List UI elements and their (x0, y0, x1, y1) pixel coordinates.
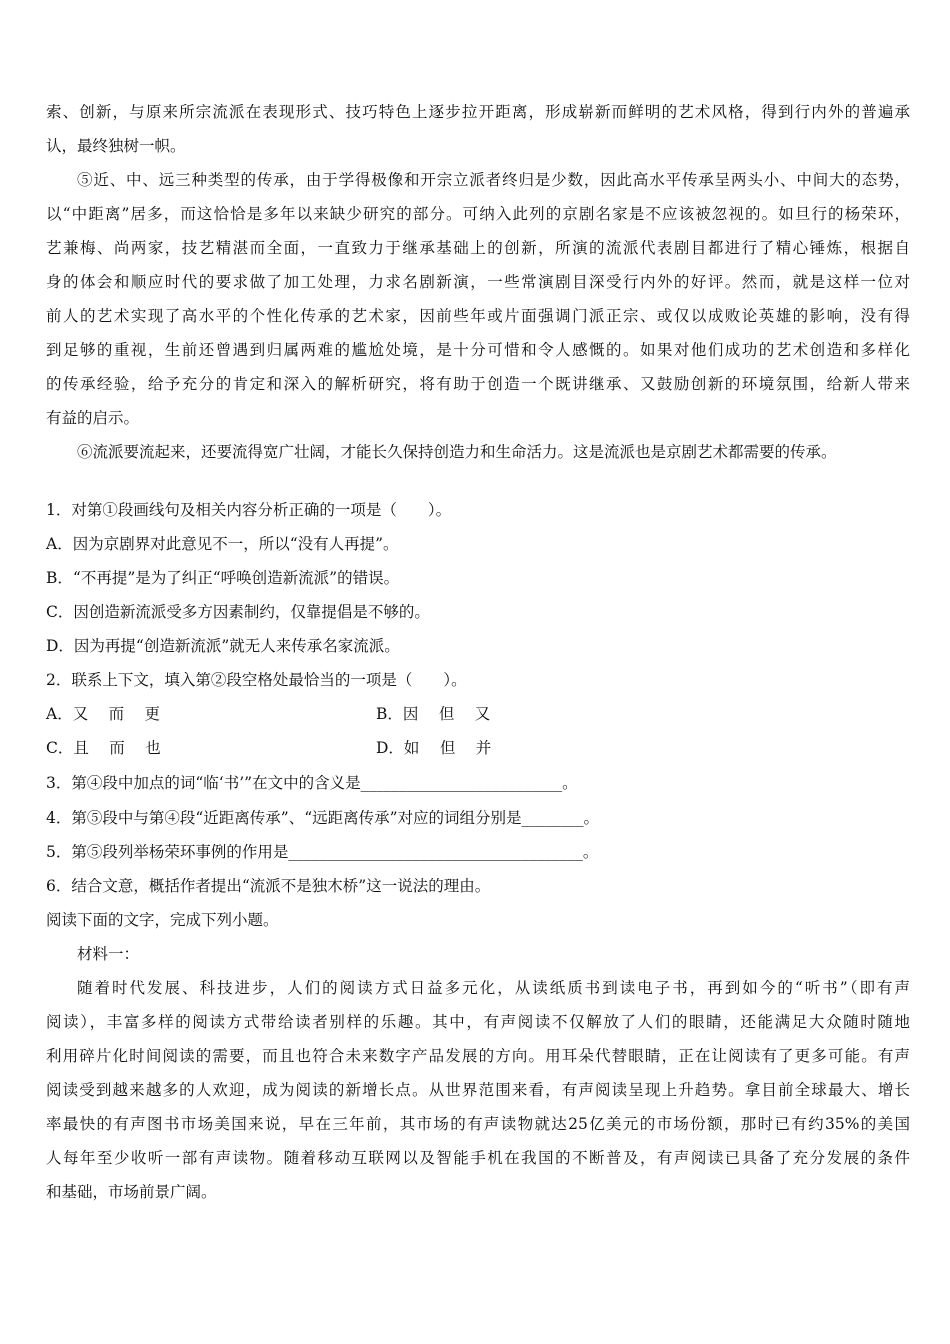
question-5: 5．第⑤段列举杨荣环事例的作用是______________________________________。 (46, 843, 599, 861)
question-1-option-b: B．“不再提”是为了纠正“呼唤创造新流派”的错误。 (46, 569, 400, 587)
text-line: 身的体会和顺应时代的要求做了加工处理，力求名剧新演，一些常演剧目深受行内外的好评。然而，就是这样一位对 (46, 273, 910, 291)
question-2-stem: 2．联系上下文，填入第②段空格处最恰当的一项是（ ）。 (46, 671, 467, 689)
reading-instruction: 阅读下面的文字，完成下列小题。 (46, 911, 279, 929)
question-2-option-a: A．又 而 更 (46, 705, 161, 723)
material-label: 材料一： (77, 945, 140, 963)
question-2-option-c: C．且 而 也 (46, 739, 161, 757)
text-line: ⑤近、中、远三种类型的传承，由于学得极像和开宗立派者终归是少数，因此高水平传承呈两头小、中间大的态势， (77, 171, 910, 189)
text-line: 和基础，市场前景广阔。 (46, 1183, 217, 1201)
text-line: 以“中距离”居多，而这恰恰是多年以来缺少研究的部分。可纳入此列的京剧名家是不应该被忽视的。如旦行的杨荣环， (46, 205, 910, 223)
text-line: 阅读受到越来越多的人欢迎，成为阅读的新增长点。从世界范围来看，有声阅读呈现上升趋势。拿目前全球最大、增长 (46, 1081, 910, 1099)
text-line: 率最快的有声图书市场美国来说，早在三年前，其市场的有声读物就达25亿美元的市场份额，那时已有约35%的美国 (46, 1115, 910, 1133)
question-1-option-a: A．因为京剧界对此意见不一，所以“没有人再提”。 (46, 535, 399, 553)
question-4: 4．第⑤段中与第④段“近距离传承”、“远距离传承”对应的词组分别是________。 (46, 809, 600, 827)
text-line: 阅读），丰富多样的阅读方式带给读者别样的乐趣。其中，有声阅读不仅解放了人们的眼睛，还能满足大众随时随地 (46, 1013, 910, 1031)
material-1-body (46, 971, 910, 1209)
question-2-option-b: B．因 但 又 (376, 705, 491, 723)
paragraph-4-tail (46, 95, 910, 163)
question-3: 3．第④段中加点的词“临‘书’”在文中的含义是__________________________。 (46, 774, 578, 792)
text-line: 认，最终独树一帜。 (46, 137, 186, 155)
text-line: 索、创新，与原来所宗流派在表现形式、技巧特色上逐步拉开距离，形成崭新而鲜明的艺术风格，得到行内外的普遍承 (46, 103, 910, 121)
text-line: ⑥流派要流起来，还要流得宽广壮阔，才能长久保持创造力和生命活力。这是流派也是京剧艺术都需要的传承。 (77, 443, 837, 461)
question-1-option-d: D．因为再提“创造新流派”就无人来传承名家流派。 (46, 637, 400, 655)
text-line: 到足够的重视，生前还曾遇到归属两难的尴尬处境，是十分可惜和令人感慨的。如果对他们成功的艺术创造和多样化 (46, 341, 910, 359)
text-line: 有益的启示。 (46, 409, 140, 427)
text-line: 人每年至少收听一部有声读物。随着移动互联网以及智能手机在我国的不断普及，有声阅读已具备了充分发展的条件 (46, 1149, 910, 1167)
question-1-option-c: C．因创造新流派受多方因素制约，仅靠提倡是不够的。 (46, 603, 430, 621)
paragraph-6 (46, 435, 910, 469)
question-1-stem: 1．对第①段画线句及相关内容分析正确的一项是（ ）。 (46, 501, 452, 519)
paragraph-5 (46, 163, 910, 435)
question-6: 6．结合文意，概括作者提出“流派不是独木桥”这一说法的理由。 (46, 877, 491, 895)
text-line: 利用碎片化时间阅读的需要，而且也符合未来数字产品发展的方向。用耳朵代替眼睛，正在让阅读有了更多可能。有声 (46, 1047, 910, 1065)
text-line: 艺兼梅、尚两家，技艺精湛而全面，一直致力于继承基础上的创新，所演的流派代表剧目都进行了精心锤炼，根据自 (46, 239, 910, 257)
question-2-option-d: D．如 但 并 (376, 739, 492, 757)
text-line: 的传承经验，给予充分的肯定和深入的解析研究，将有助于创造一个既讲继承、又鼓励创新的环境氛围，给新人带来 (46, 375, 910, 393)
text-line: 随着时代发展、科技进步，人们的阅读方式日益多元化，从读纸质书到读电子书，再到如今的“听书”（即有声 (77, 979, 910, 997)
text-line: 前人的艺术实现了高水平的个性化传承的艺术家，因前些年或片面强调门派正宗、或仅以成败论英雄的影响，没有得 (46, 307, 910, 325)
